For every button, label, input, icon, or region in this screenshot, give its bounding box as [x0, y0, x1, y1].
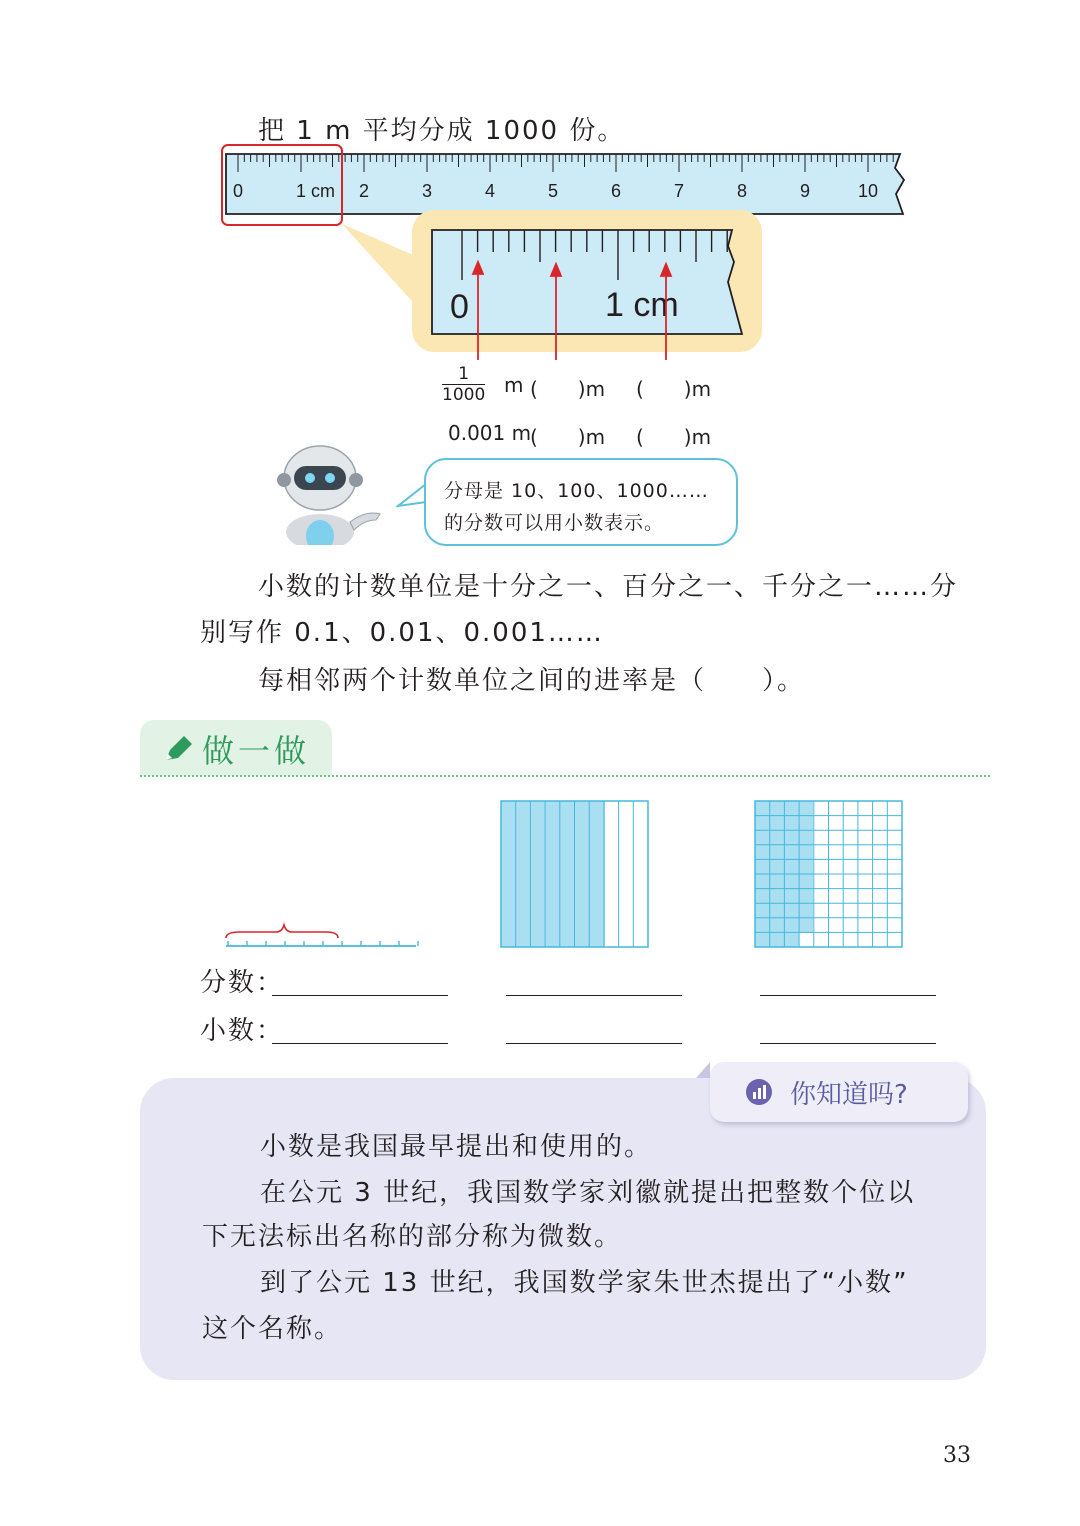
page-number: 33: [943, 1443, 971, 1468]
info-line-4: 到了公元 13 世纪，我国数学家朱世杰提出了“小数”: [260, 1268, 909, 1298]
fraction-unit: m: [504, 373, 524, 397]
answer-line-decimal-2[interactable]: [506, 1043, 682, 1044]
ruler-label: 2: [358, 181, 370, 201]
ruler-label: 6: [610, 181, 622, 201]
ruler-label: 0: [232, 181, 244, 201]
answer-line-decimal-3[interactable]: [760, 1043, 936, 1044]
ruler-label: 4: [484, 181, 496, 201]
exercise-title: 做一做: [202, 732, 311, 770]
zoom-callout-wedge: [342, 224, 420, 310]
answer-line-fraction-2[interactable]: [506, 995, 682, 996]
blank-row2-2[interactable]: ( )m: [530, 425, 606, 449]
zoom-label-zero: 0: [450, 288, 469, 326]
ruler-label: 7: [673, 181, 685, 201]
answer-line-fraction-1[interactable]: [272, 995, 448, 996]
answer-line-fraction-3[interactable]: [760, 995, 936, 996]
pencil-icon: [162, 734, 194, 764]
shaded-partial-col: [799, 801, 813, 933]
robot-illustration: [276, 440, 386, 545]
brace: [226, 925, 338, 938]
bar-chart-icon: [746, 1079, 772, 1105]
paragraph-line-2: 别写作 0.1、0.01、0.001……: [200, 618, 604, 648]
answer-line-decimal-1[interactable]: [272, 1043, 448, 1044]
number-line-figure: [220, 920, 430, 960]
did-you-know-box: [140, 1078, 986, 1380]
did-you-know-tab: [710, 1062, 968, 1122]
ruler-label: 8: [736, 181, 748, 201]
paragraph-line-1: 小数的计数单位是十分之一、百分之一、千分之一……分: [258, 572, 959, 602]
exercise-divider: [140, 775, 990, 777]
ruler-label: 9: [799, 181, 811, 201]
intro-text: 把 1 m 平均分成 1000 份。: [258, 116, 626, 146]
robot-speech-bubble: [424, 458, 738, 546]
info-line-3: 下无法标出名称的部分称为微数。: [202, 1222, 623, 1252]
info-line-2: 在公元 3 世纪，我国数学家刘徽就提出把整数个位以: [260, 1178, 916, 1208]
fraction-1-1000: [442, 364, 485, 405]
info-line-1: 小数是我国最早提出和使用的。: [260, 1132, 653, 1162]
bubble-line-1: 分母是 10、100、1000……: [444, 480, 709, 502]
blank-row1-3[interactable]: ( )m: [636, 377, 712, 401]
ruler-label: 10: [857, 181, 879, 201]
ruler-label: 3: [421, 181, 433, 201]
paragraph-line-3: 每相邻两个计数单位之间的进率是（ ）。: [258, 666, 806, 696]
fraction-denominator: 1000: [442, 385, 486, 405]
decimal-0001: 0.001 m: [448, 421, 532, 445]
tenths-square: [500, 800, 652, 952]
ruler-label: 1 cm: [296, 181, 336, 201]
blank-row2-3[interactable]: ( )m: [636, 425, 712, 449]
info-line-5: 这个名称。: [202, 1314, 343, 1344]
did-you-know-title: 你知道吗?: [790, 1080, 908, 1110]
decimal-label: 小数：: [200, 1016, 285, 1046]
blank-row1-2[interactable]: ( )m: [530, 377, 606, 401]
ruler-label: 5: [547, 181, 559, 201]
hundredths-square: [754, 800, 906, 952]
fraction-numerator: 1: [442, 364, 485, 385]
zoom-label-cm: 1 cm: [605, 286, 679, 324]
exercise-tab: [140, 720, 332, 776]
meter-ruler: [0, 0, 1080, 360]
fraction-label: 分数：: [200, 968, 285, 998]
bubble-line-2: 的分数可以用小数表示。: [444, 512, 665, 534]
